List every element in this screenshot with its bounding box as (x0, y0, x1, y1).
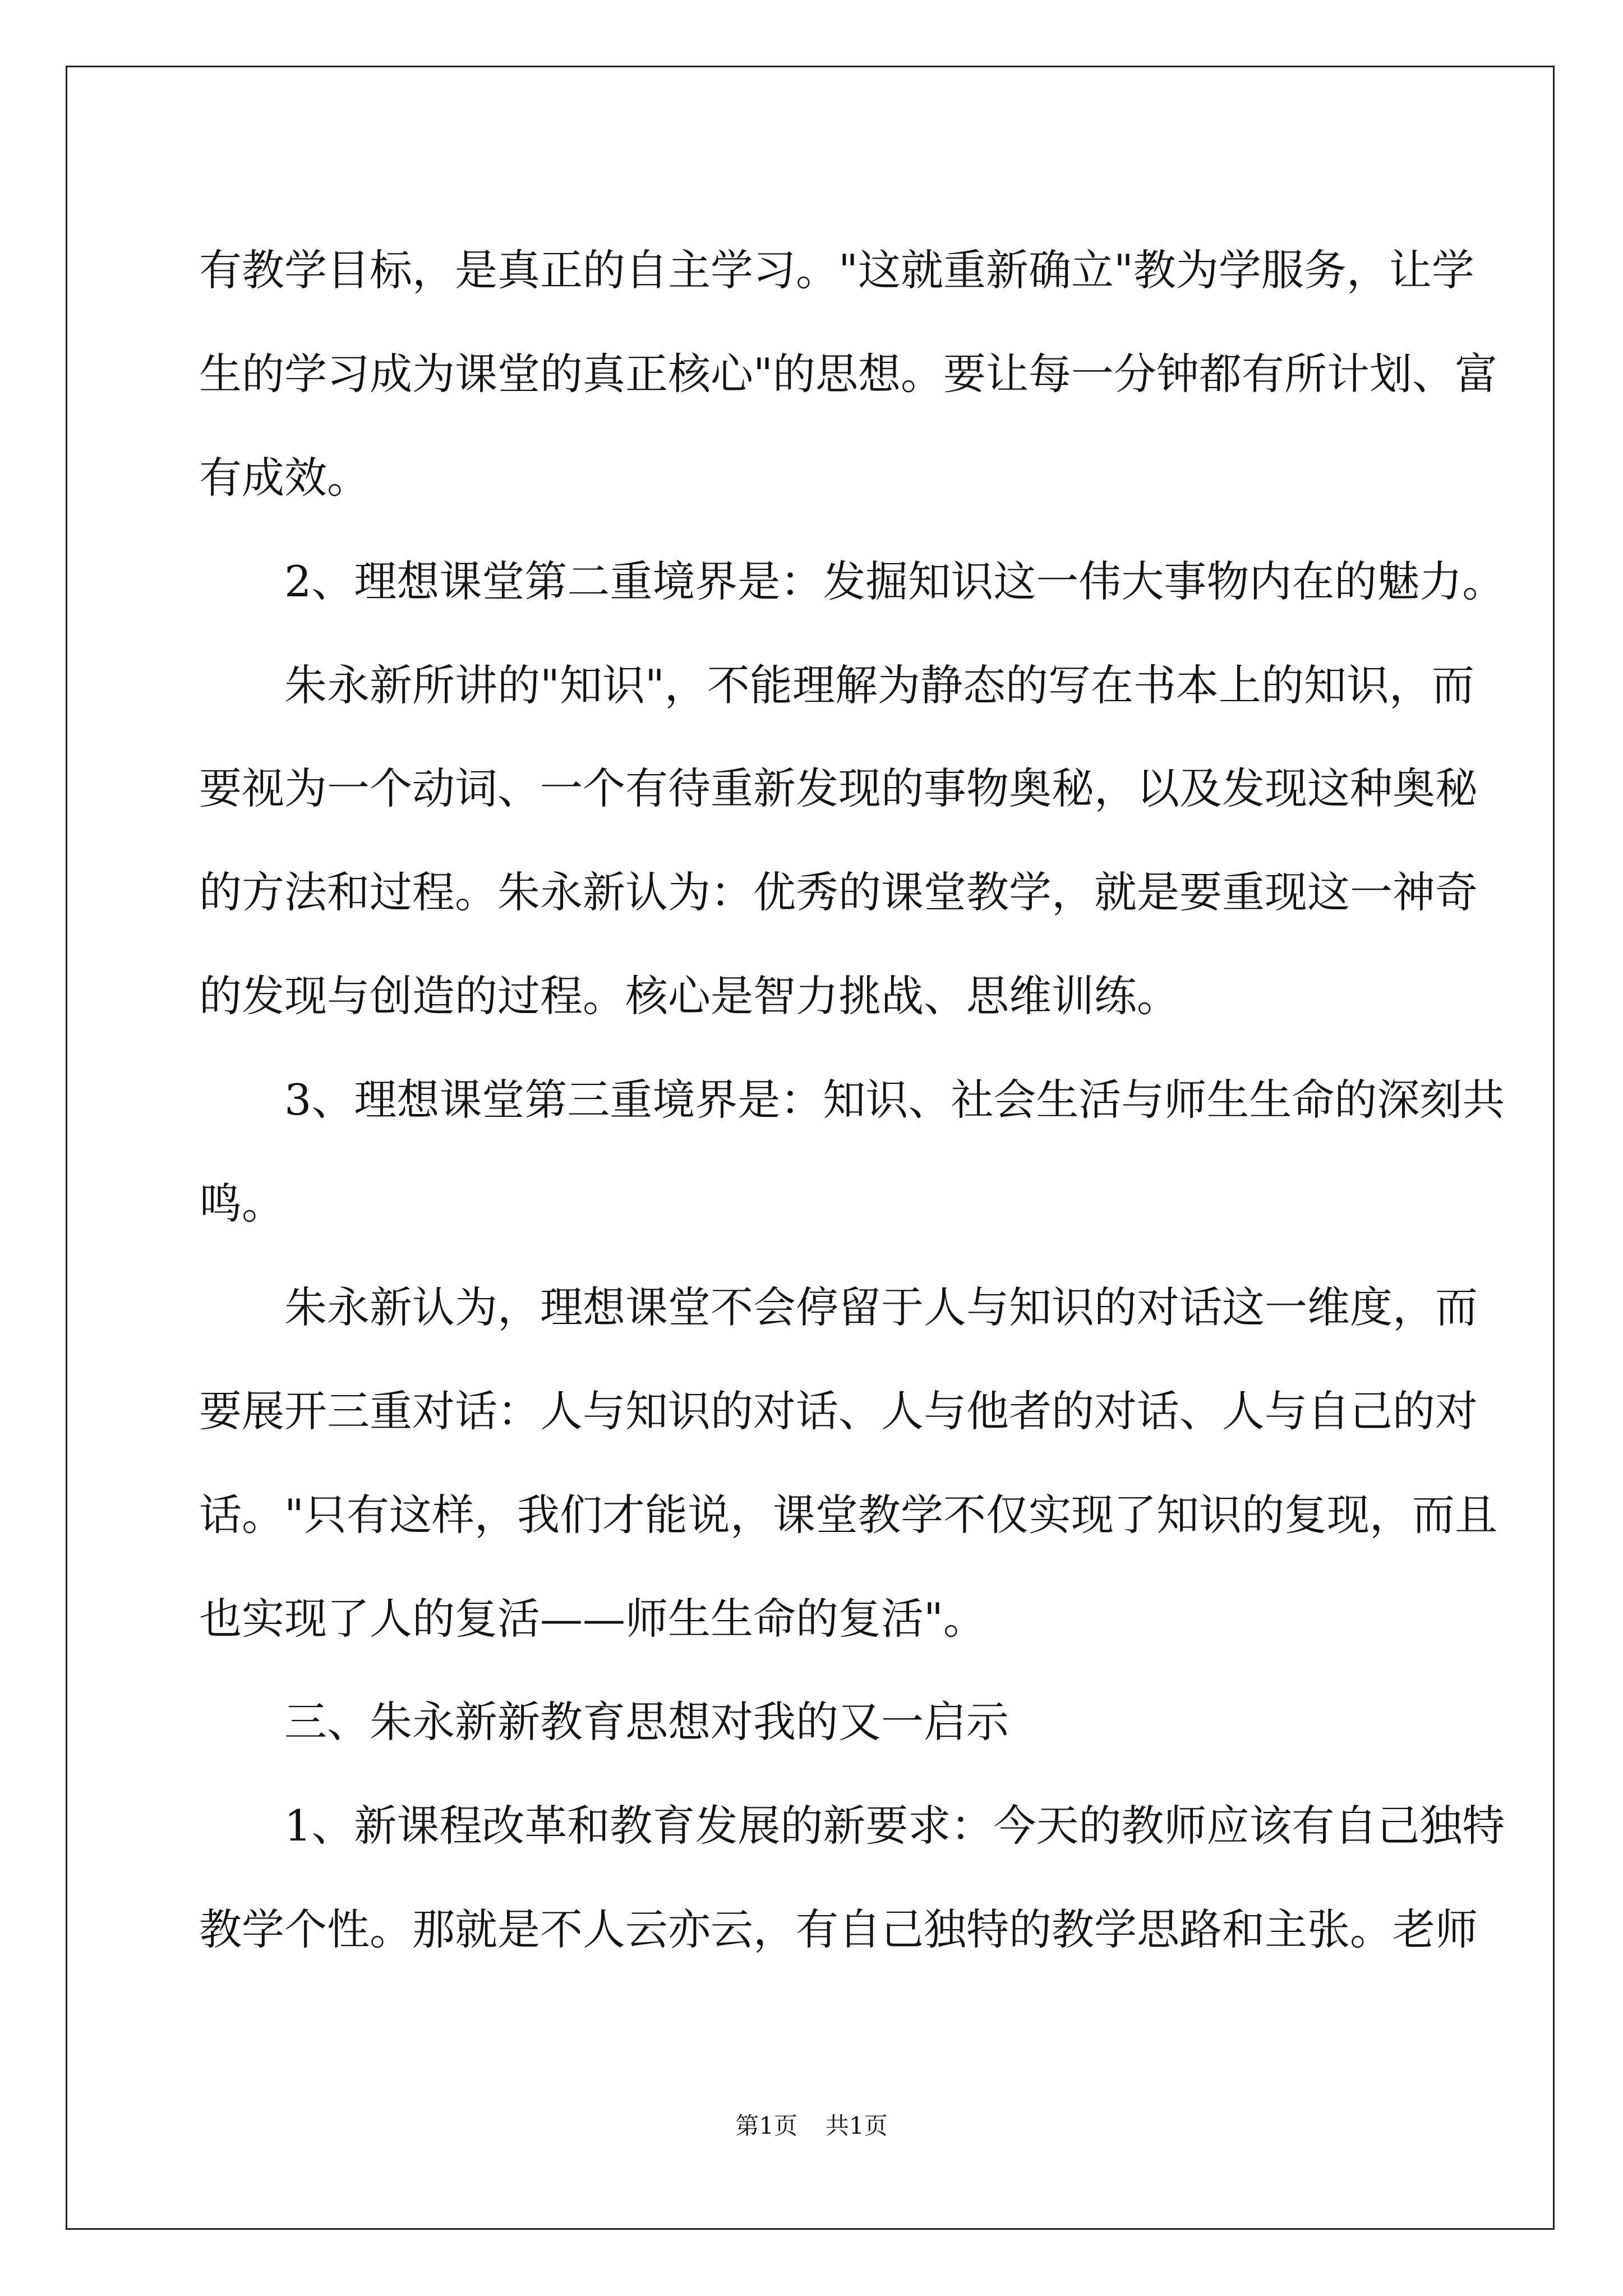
document-body (199, 219, 1505, 1982)
text-line-2: 生的学习成为课堂的真正核心"的思想。要让每一分钟都有所计划、富 (199, 348, 1497, 399)
text-line-4: 2、理想课堂第二重境界是：发掘知识这一伟大事物内在的魅力。 (284, 556, 1505, 606)
text-line-1: 有教学目标，是真正的自主学习。"这就重新确立"教为学服务，让学 (199, 245, 1474, 295)
text-line-5: 朱永新所讲的"知识"，不能理解为静态的写在书本上的知识，而 (284, 660, 1474, 710)
text-line-7: 的方法和过程。朱永新认为：优秀的课堂教学，就是要重现这一神奇 (199, 867, 1478, 918)
text-line-17: 教学个性。那就是不人云亦云，有自己独特的教学思路和主张。老师 (199, 1904, 1478, 1955)
text-line-10: 鸣。 (199, 1179, 284, 1229)
text-line-3: 有成效。 (199, 452, 370, 503)
text-line-8: 的发现与创造的过程。核心是智力挑战、思维训练。 (199, 971, 1179, 1022)
text-line-15: 三、朱永新新教育思想对我的又一启示 (284, 1697, 1009, 1747)
text-line-13: 话。"只有这样，我们才能说，课堂教学不仅实现了知识的复现，而且 (199, 1489, 1497, 1540)
text-line-9: 3、理想课堂第三重境界是：知识、社会生活与师生生命的深刻共 (284, 1075, 1505, 1125)
text-line-6: 要视为一个动词、一个有待重新发现的事物奥秘，以及发现这种奥秘 (199, 763, 1478, 814)
text-line-12: 要展开三重对话：人与知识的对话、人与他者的对话、人与自己的对 (199, 1386, 1478, 1436)
page-number: 第1页 (735, 2112, 797, 2139)
text-line-14: 也实现了人的复活——师生生命的复活"。 (199, 1593, 986, 1644)
page-total: 共1页 (826, 2112, 888, 2139)
page-footer (0, 2109, 1623, 2143)
text-line-16: 1、新课程改革和教育发展的新要求：今天的教师应该有自己独特 (284, 1801, 1505, 1851)
text-line-11: 朱永新认为，理想课堂不会停留于人与知识的对话这一维度，而 (284, 1282, 1478, 1332)
